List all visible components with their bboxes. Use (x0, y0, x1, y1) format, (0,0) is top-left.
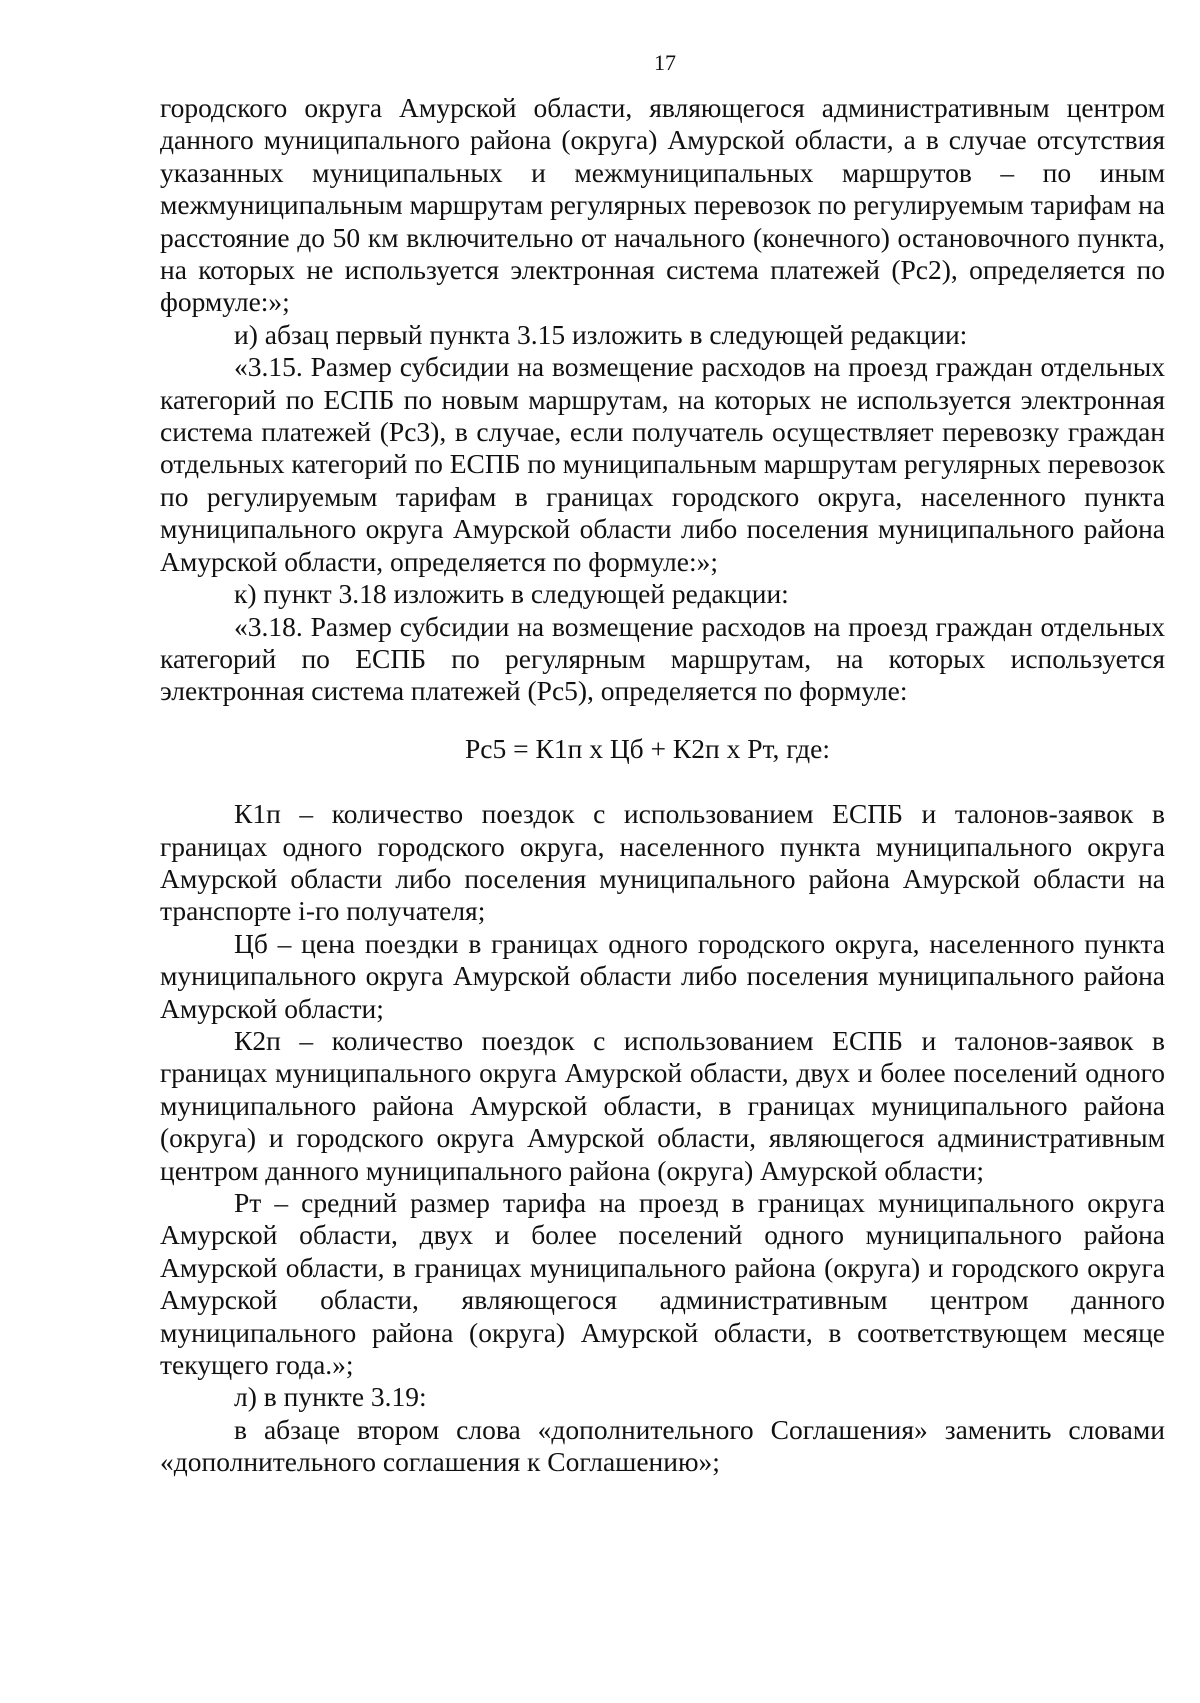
definition-k1p: К1п – количество поездок с использованием ЕСПБ и талонов-заявок в границах одного городского округа, населенного пункта муниципального округа Амурской области либо поселения муниципального района Амурской области на транспорте i-го получателя; (160, 798, 1165, 927)
paragraph-continuation: городского округа Амурской области, являющегося административным центром данного муниципального района (округа) Амурской области, а в случае отсутствия указанных муниципальных и межмуниципальных маршрутов – по иным межмуниципальным маршрутам регулярных перевозок по регулируемым тарифам на расстояние до 50 км включительно от начального (конечного) остановочного пункта, на которых не используется электронная система платежей (Рс2), определяется по формуле:»; (160, 92, 1165, 318)
definition-k2p: К2п – количество поездок с использованием ЕСПБ и талонов-заявок в границах муниципального округа Амурской области, двух и более поселений одного муниципального района Амурской области, в границах муниципального района (округа) и городского округа Амурской области, являющегося административным центром данного муниципального района (округа) Амурской области; (160, 1024, 1165, 1186)
paragraph-item-k: к) пункт 3.18 изложить в следующей редакции: (234, 578, 789, 610)
document-body (160, 92, 1165, 1479)
formula: Рс5 = К1п х Цб + К2п х Рт, где: (465, 732, 830, 764)
paragraph-item-l: л) в пункте 3.19: (234, 1381, 427, 1413)
paragraph-clause-3-18: «3.18. Размер субсидии на возмещение расходов на проезд граждан отдельных категорий по ЕСПБ по регулярным маршрутам, на которых используется электронная система платежей (Рс5), определяется по формуле: (160, 610, 1165, 707)
definition-tsb: Цб – цена поездки в границах одного городского округа, населенного пункта муниципального округа Амурской области либо поселения муниципального района Амурской области; (160, 927, 1165, 1024)
paragraph-clause-3-15: «3.15. Размер субсидии на возмещение расходов на проезд граждан отдельных категорий по ЕСПБ по новым маршрутам, на которых не используется электронная система платежей (Рс3), в случае, если получатель осуществляет перевозку граждан отдельных категорий по ЕСПБ по муниципальным маршрутам регулярных перевозок по регулируемым тарифам в границах городского округа, населенного пункта муниципального округа Амурской области либо поселения муниципального района Амурской области, определяется по формуле:»; (160, 351, 1165, 577)
definition-rt: Рт – средний размер тарифа на проезд в границах муниципального округа Амурской области, двух и более поселений одного муниципального района Амурской области, в границах муниципального района (округа) и городского округа Амурской области, являющегося административным центром данного муниципального района (округа) Амурской области, в соответствующем месяце текущего года.»; (160, 1187, 1165, 1381)
page-number: 17 (654, 50, 676, 75)
paragraph-replacement: в абзаце втором слова «дополнительного Соглашения» заменить словами «дополнительного соглашения к Соглашению»; (160, 1413, 1165, 1478)
paragraph-item-i: и) абзац первый пункта 3.15 изложить в следующей редакции: (234, 318, 968, 350)
